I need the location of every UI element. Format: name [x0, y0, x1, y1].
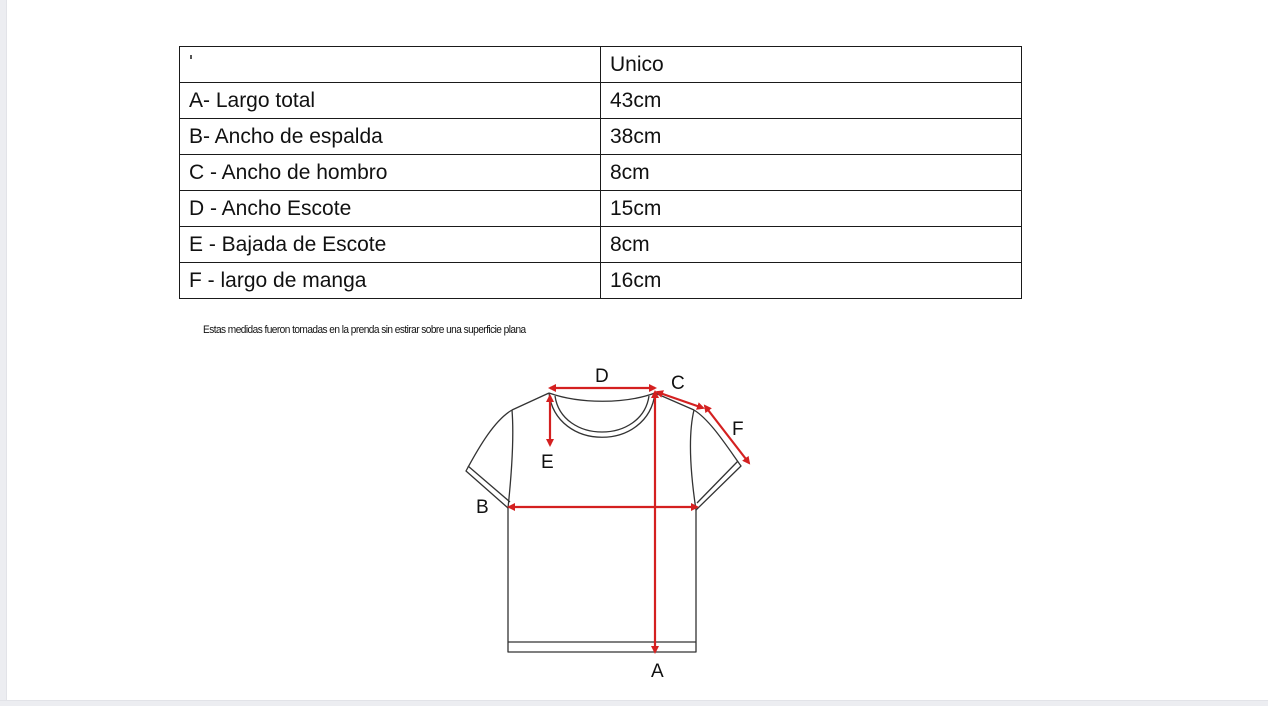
tshirt-outline [466, 393, 741, 652]
label-d: D [595, 366, 609, 387]
measure-label: B- Ancho de espalda [180, 119, 601, 155]
measure-value: 8cm [601, 155, 1022, 191]
measure-label: A- Largo total [180, 83, 601, 119]
measure-label: E - Bajada de Escote [180, 227, 601, 263]
measure-value: 16cm [601, 263, 1022, 299]
measure-value: 43cm [601, 83, 1022, 119]
label-a: A [651, 661, 664, 682]
measure-value: 38cm [601, 119, 1022, 155]
label-c: C [671, 373, 685, 394]
label-f: F [732, 419, 744, 440]
measure-label: F - largo de manga [180, 263, 601, 299]
measure-value: 8cm [601, 227, 1022, 263]
measure-value: 15cm [601, 191, 1022, 227]
label-e: E [541, 452, 554, 473]
measure-label: C - Ancho de hombro [180, 155, 601, 191]
size-column-header: Unico [601, 47, 1022, 83]
measurement-note: Estas medidas fueron tomadas en la prenda sin estirar sobre una superficie plana [203, 324, 526, 336]
arrow-c [657, 392, 703, 408]
label-b: B [476, 497, 489, 518]
measure-label: D - Ancho Escote [180, 191, 601, 227]
